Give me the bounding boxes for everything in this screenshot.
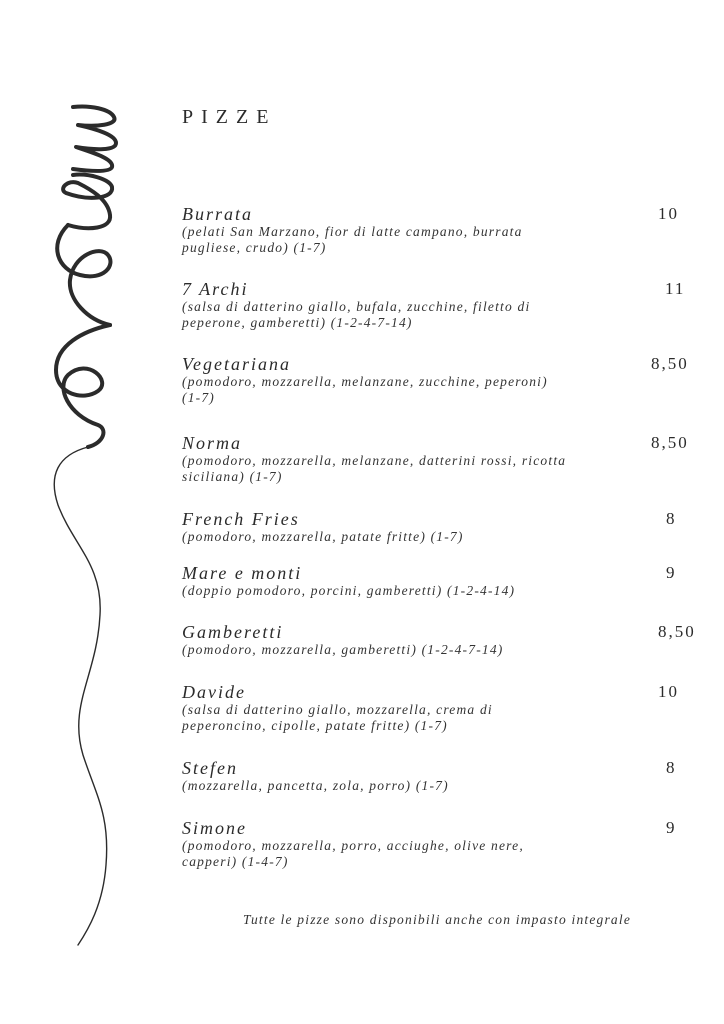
item-name: Norma	[182, 433, 243, 453]
item-price: 8,50	[651, 354, 689, 373]
item-price: 8	[666, 758, 677, 777]
item-description: (pomodoro, mozzarella, porro, acciughe, olive nere, capperi) (1-4-7)	[182, 838, 524, 869]
menu-item	[182, 563, 702, 599]
menu-item	[182, 279, 702, 331]
item-description: (salsa di datterino giallo, mozzarella, crema di peperoncino, cipolle, patate fritte) (1-7)	[182, 702, 493, 733]
item-description: (pomodoro, mozzarella, patate fritte) (1-7)	[182, 529, 464, 544]
item-name: Gamberetti	[182, 622, 284, 642]
menu-item	[182, 354, 702, 406]
item-price: 9	[666, 563, 677, 582]
item-description: (salsa di datterino giallo, bufala, zucchine, filetto di peperone, gamberetti) (1-2-4-7-14)	[182, 299, 531, 330]
item-name: Davide	[182, 682, 246, 702]
section-title: PIZZE	[182, 106, 277, 128]
menu-item	[182, 758, 702, 794]
item-price: 10	[658, 204, 679, 223]
item-name: Stefen	[182, 758, 238, 778]
menu-item	[182, 509, 702, 545]
menu-item	[182, 433, 702, 485]
menu-item	[182, 204, 702, 256]
item-description: (pomodoro, mozzarella, melanzane, zucchine, peperoni) (1-7)	[182, 374, 548, 405]
item-name: 7 Archi	[182, 279, 249, 299]
item-name: French Fries	[182, 509, 300, 529]
menu-script-logo	[28, 95, 138, 955]
item-price: 8	[666, 509, 677, 528]
item-description: (pomodoro, mozzarella, gamberetti) (1-2-4-7-14)	[182, 642, 504, 657]
item-price: 11	[665, 279, 686, 298]
item-description: (pomodoro, mozzarella, melanzane, datterini rossi, ricotta siciliana) (1-7)	[182, 453, 567, 484]
item-price: 8,50	[651, 433, 689, 452]
footer-note: Tutte le pizze sono disponibili anche con impasto integrale	[243, 912, 632, 927]
item-name: Vegetariana	[182, 354, 291, 374]
menu-item	[182, 818, 702, 870]
menu-item	[182, 622, 702, 658]
item-description: (doppio pomodoro, porcini, gamberetti) (1-2-4-14)	[182, 583, 516, 598]
item-name: Simone	[182, 818, 247, 838]
menu-item	[182, 682, 702, 734]
item-name: Mare e monti	[182, 563, 303, 583]
item-price: 8,50	[658, 622, 696, 641]
item-price: 10	[658, 682, 679, 701]
item-description: (mozzarella, pancetta, zola, porro) (1-7)	[182, 778, 449, 793]
item-price: 9	[666, 818, 677, 837]
item-name: Burrata	[182, 204, 254, 224]
item-description: (pelati San Marzano, fior di latte campano, burrata pugliese, crudo) (1-7)	[182, 224, 523, 255]
